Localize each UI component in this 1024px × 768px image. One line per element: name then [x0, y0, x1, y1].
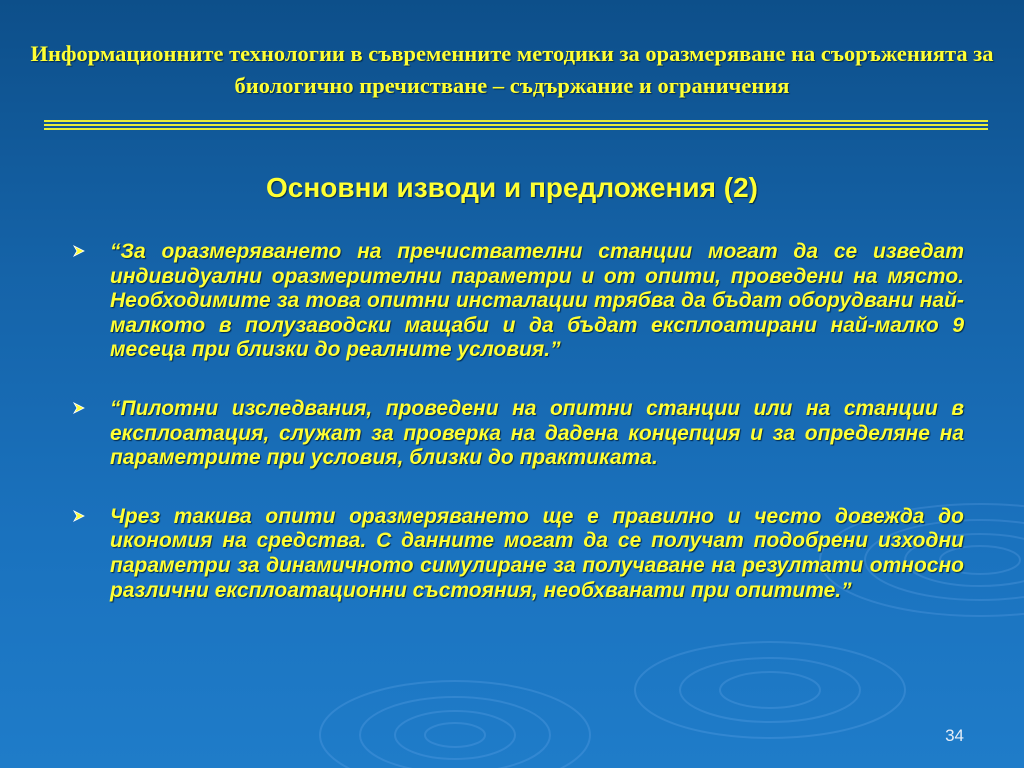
bullet-item	[70, 240, 964, 363]
page-number: 34	[945, 726, 964, 745]
arrow-bullet-icon	[72, 401, 86, 415]
bullet-text: “Пилотни изследвания, проведени на опитни станции или на станции в експлоатация, служат за проверка на дадена концепция и за определяне на параметрите при условия, близки до практиката.	[110, 396, 964, 470]
slide-subtitle: Основни изводи и предложения (2)	[266, 172, 758, 203]
bullet-list	[70, 240, 964, 637]
bullet-item	[70, 505, 964, 603]
slide-title: Информационните технологии в съвременните методики за оразмеряване на съоръженията за биологично пречистване – съдържание и ограничения	[30, 41, 994, 98]
bullet-text: Чрез такива опити оразмеряването ще е правилно и често довежда до икономия на средства. С данните могат да се получат подобрени изходни параметри за динамичното симулиране за получаване на резултати относно различни експлоатационни състояния, необхванати при опитите.”	[110, 504, 964, 602]
arrow-bullet-icon	[72, 509, 86, 523]
title-divider-line-bottom	[44, 128, 988, 130]
title-divider-line-middle	[44, 124, 988, 126]
title-divider-line-top	[44, 120, 988, 122]
bullet-text: “За оразмеряването на пречиствателни станции могат да се изведат индивидуални оразмерителни параметри и от опити, проведени на място. Необходимите за това опитни инсталации трябва да бъдат оборудвани най-малкото в полузаводски мащаби и да бъдат експлоатирани най-малко 9 месеца при близки до реалните условия.”	[110, 240, 964, 362]
arrow-bullet-icon	[72, 244, 86, 258]
bullet-item	[70, 397, 964, 471]
